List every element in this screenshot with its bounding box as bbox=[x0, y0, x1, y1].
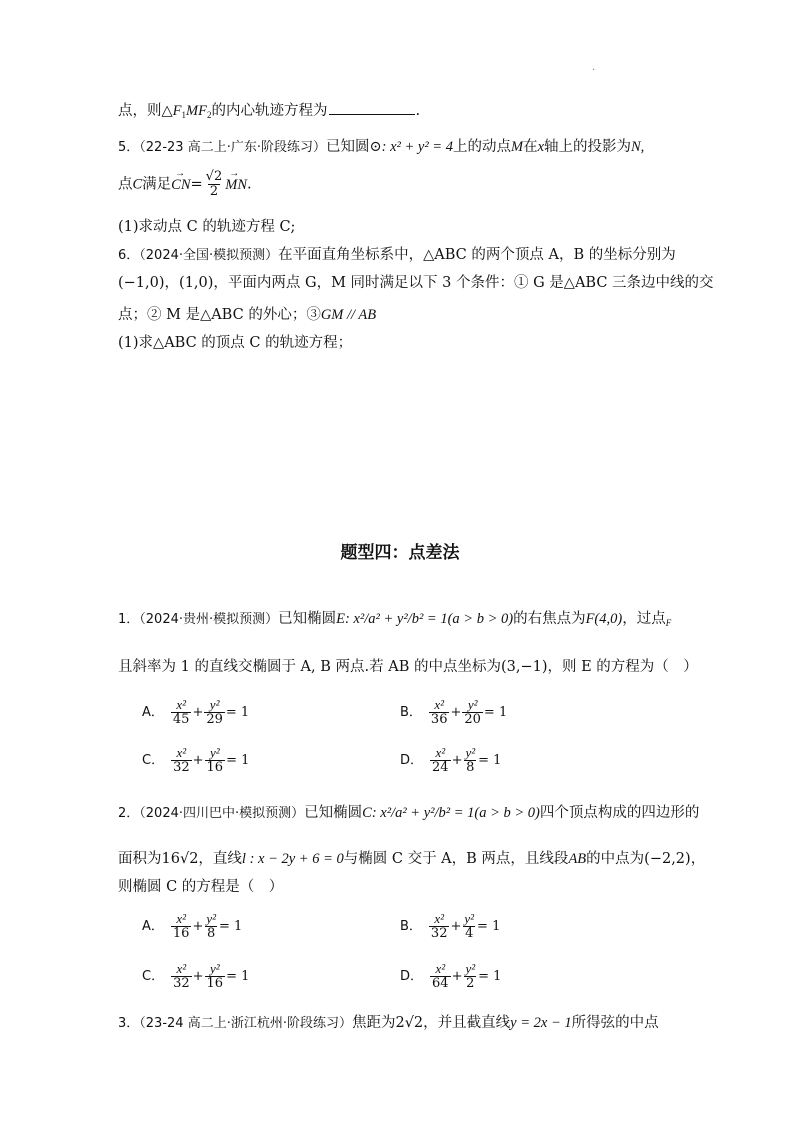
option-d[interactable]: D． $\frac{\text{x²}}{64}$ + $\frac{\text{y²}}{2}$ = 1 bbox=[400, 961, 502, 991]
option-b[interactable]: B． $\frac{\text{x²}}{36}$ + $\frac{\text{y²}}{20}$ = 1 bbox=[400, 697, 508, 727]
question-5-line-2: 点C满足→ CN= $\frac{√2}{2}$ → MN. bbox=[118, 170, 252, 199]
answer-blank bbox=[329, 100, 415, 115]
question-source: （22-23 高二上·广东·阶段练习） bbox=[139, 140, 326, 155]
option-c[interactable]: C． $\frac{\text{x²}}{32}$ + $\frac{\text{y²}}{16}$ = 1 bbox=[142, 961, 250, 991]
vector-mn: → MN bbox=[225, 174, 247, 196]
question-6-line-1: 6．（2024·全国·模拟预测）在平面直角坐标系中，△ABC 的两个顶点 A，B 的坐标分别为 bbox=[118, 247, 676, 263]
option-b[interactable]: B． $\frac{\text{x²}}{32}$ + $\frac{\text{y²}}{4}$ = 1 bbox=[400, 911, 501, 941]
question-number: 5． bbox=[118, 140, 140, 155]
question-number: 1． bbox=[118, 612, 140, 627]
question-source: （23-24 高二上·浙江杭州·阶段练习） bbox=[139, 1016, 352, 1031]
corner-mark: . bbox=[592, 62, 596, 73]
option-d[interactable]: D． $\frac{\text{x²}}{24}$ + $\frac{\text{y²}}{8}$ = 1 bbox=[400, 745, 502, 775]
option-a[interactable]: A． $\frac{\text{x²}}{45}$ + $\frac{\text{y²}}{29}$ = 1 bbox=[142, 697, 250, 727]
problem-2-line-3: 则椭圆 C 的方程是（ ） bbox=[118, 879, 284, 895]
problem-2-line-1: 2．（2024·四川巴中·模拟预测）已知椭圆C: x²/a² + y²/b² = 1(a > b > 0)四个顶点构成的四边形的 bbox=[118, 805, 700, 821]
intro-line: 点，则$\triangle F_1MF_2$的内心轨迹方程为 . bbox=[118, 100, 420, 126]
question-source: （2024·贵州·模拟预测） bbox=[139, 612, 279, 627]
option-c[interactable]: C． $\frac{\text{x²}}{32}$ + $\frac{\text{y²}}{16}$ = 1 bbox=[142, 745, 250, 775]
section-title: 题型四：点差法 bbox=[340, 543, 460, 563]
question-6-line-2: (−1,0)，(1,0)，平面内两点 G，M 同时满足以下 3 个条件：① G 是△ABC 三条边中线的交 bbox=[118, 275, 714, 291]
question-6-line-3: 点；② M 是△ABC 的外心；③GM // AB bbox=[118, 307, 377, 323]
question-source: （2024·四川巴中·模拟预测） bbox=[139, 806, 305, 821]
option-a[interactable]: A． $\frac{\text{x²}}{16}$ + $\frac{\text{y²}}{8}$ = 1 bbox=[142, 911, 243, 941]
question-number: 6． bbox=[118, 248, 140, 263]
problem-3-line-1: 3．（23-24 高二上·浙江杭州·阶段练习）焦距为2√2，并且截直线y = 2x − 1所得弦的中点 bbox=[118, 1015, 659, 1031]
question-number: 2． bbox=[118, 806, 140, 821]
problem-2-line-2: 面积为16√2，直线l : x − 2y + 6 = 0与椭圆 C 交于 A，B 两点，且线段AB的中点为(−2,2)， bbox=[118, 851, 706, 867]
question-5-line-1: 5．（22-23 高二上·广东·阶段练习）已知圆⊙: x² + y² = 4上的动点M在x轴上的投影为N, bbox=[118, 139, 645, 155]
question-6-sub-1: (1)求△ABC 的顶点 C 的轨迹方程； bbox=[118, 335, 353, 351]
fraction-sqrt2-over-2: $\frac{√2}{2}$ bbox=[205, 169, 223, 199]
problem-1-line-1: 1．（2024·贵州·模拟预测）已知椭圆E: x²/a² + y²/b² = 1(a > b > 0)的右焦点为F(4,0)，过点$_F$ bbox=[118, 611, 672, 628]
problem-1-line-2: 且斜率为 1 的直线交椭圆于 A, B 两点.若 AB 的中点坐标为(3,−1)，则 E 的方程为（ ） bbox=[118, 659, 698, 675]
question-5-sub-1: (1)求动点 C 的轨迹方程 C; bbox=[118, 219, 296, 235]
question-number: 3． bbox=[118, 1016, 140, 1031]
vector-cn: → CN bbox=[171, 174, 190, 196]
triangle-f1mf2: $\triangle F_1MF_2$ bbox=[161, 103, 212, 120]
question-source: （2024·全国·模拟预测） bbox=[139, 248, 279, 263]
